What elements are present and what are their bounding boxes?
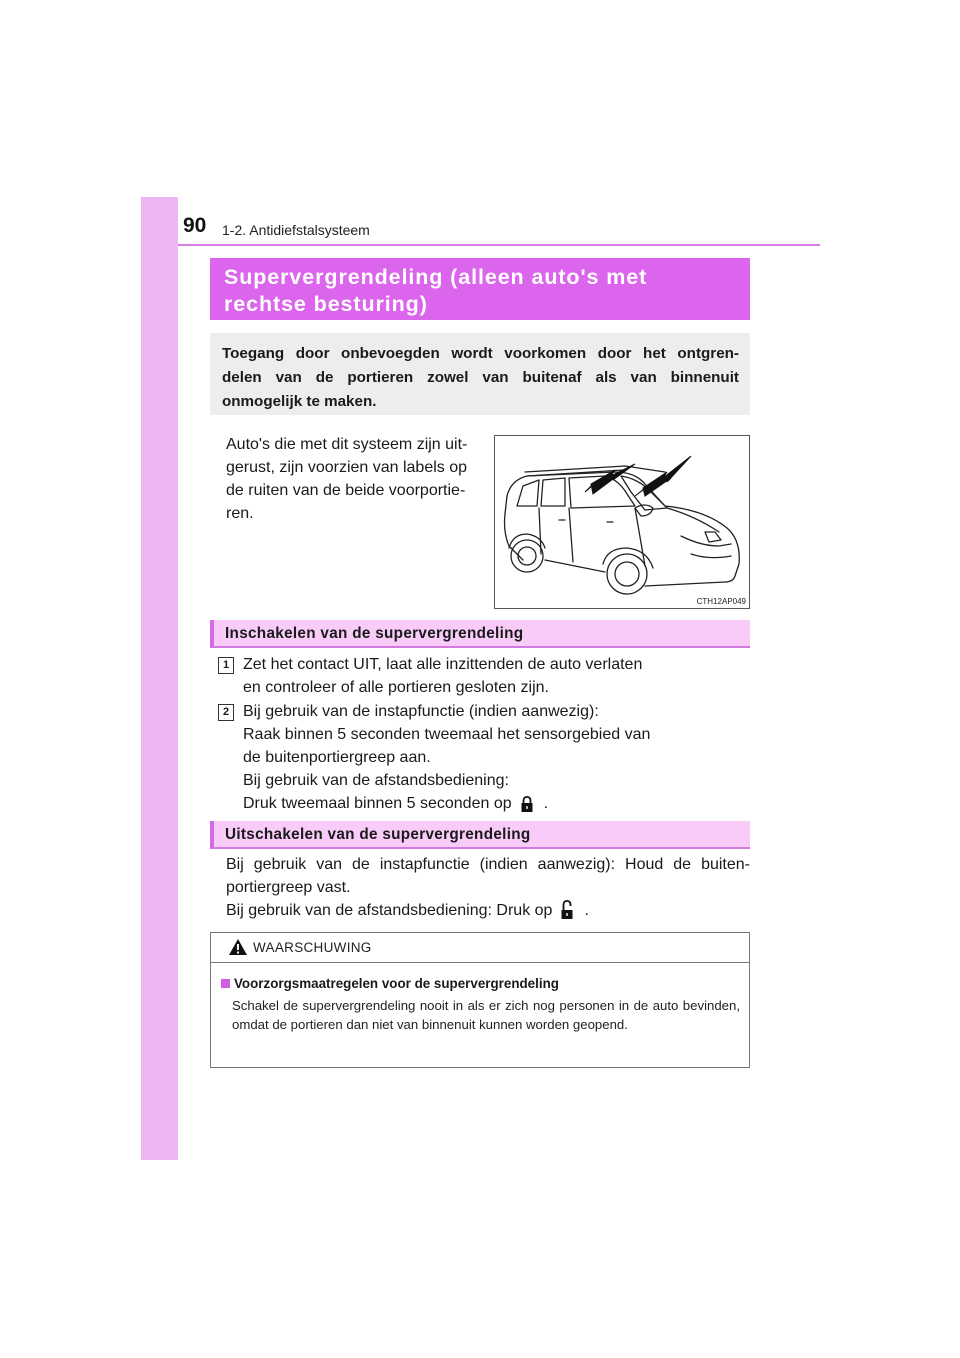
body-line-2: gerust, zijn voorzien van labels op	[226, 459, 468, 476]
step-2-line-4: Bij gebruik van de afstandsbediening:	[243, 772, 509, 789]
step-2-line-3: de buitenportiergreep aan.	[243, 749, 431, 766]
step-badge-2: 2	[218, 704, 234, 721]
step-1-line-2: en controleer of alle portieren gesloten zijn.	[243, 679, 549, 696]
body-line-4: ren.	[226, 505, 254, 522]
body-line-3: de ruiten van de beide voorportie-	[226, 482, 466, 499]
warning-item-text: Schakel de supervergrendeling nooit in als er zich nog personen in de auto bevinden, omdat de portieren dan niet van binnenuit kunnen worden geopend.	[232, 998, 740, 1032]
activate-heading: Inschakelen van de supervergrendeling	[210, 620, 750, 648]
warning-triangle-icon	[228, 938, 248, 961]
car-window-labels-illustration	[494, 435, 750, 609]
breadcrumb: 1-2. Antidiefstalsysteem	[222, 222, 370, 238]
body-line-1: Auto's die met dit systeem zijn uit-	[226, 436, 468, 453]
figure-code: CTH12AP049	[696, 597, 746, 606]
warning-header	[211, 933, 749, 963]
step-2-text	[243, 700, 650, 820]
step-2-press-text: Druk tweemaal binnen 5 seconden op	[243, 795, 512, 812]
deactivate-heading: Uitschakelen van de supervergrendeling	[210, 821, 750, 849]
warning-item-title	[221, 976, 559, 991]
side-tab-strip	[141, 197, 178, 1160]
lock-open-icon	[560, 900, 574, 927]
section-title-line-1: Supervergrendeling (alleen auto's met	[224, 265, 648, 289]
step-2-line-1: Bij gebruik van de instapfunctie (indien aanwezig):	[243, 703, 599, 720]
warning-box	[210, 932, 750, 1068]
intro-line-1: Toegang door onbevoegden wordt voorkomen door het ontgren-	[222, 345, 739, 362]
warning-label: WAARSCHUWING	[253, 940, 372, 955]
deactivate-line-2: portiergreep vast.	[226, 879, 351, 896]
deactivate-line-1: Bij gebruik van de instapfunctie (indien aanwezig): Houd de buiten-	[226, 856, 750, 873]
warning-item-title-text: Voorzorgsmaatregelen voor de supervergrendeling	[234, 976, 559, 991]
page-number: 90	[183, 214, 207, 237]
step-2-line-2: Raak binnen 5 seconden tweemaal het sensorgebied van	[243, 726, 651, 743]
section-title	[210, 258, 750, 320]
step-2-line-5	[243, 792, 650, 820]
bullet-square-icon	[221, 979, 230, 988]
intro-line-2: delen van de portieren zowel van buitenaf als van binnenuit	[222, 369, 739, 386]
deactivate-line-3	[226, 899, 750, 927]
section-title-line-2: rechtse besturing)	[224, 292, 428, 316]
step-2-end: .	[543, 795, 549, 812]
deactivate-remote-text: Bij gebruik van de afstandsbediening: Druk op	[226, 902, 553, 919]
car-illustration-icon	[495, 436, 749, 608]
header-rule	[178, 244, 820, 246]
deactivate-text	[226, 853, 750, 927]
step-1-line-1: Zet het contact UIT, laat alle inzittenden de auto verlaten	[243, 656, 643, 673]
step-badge-1: 1	[218, 657, 234, 674]
system-description	[226, 433, 481, 525]
deactivate-end: .	[584, 902, 589, 919]
intro-summary	[210, 333, 750, 415]
lock-closed-icon	[520, 795, 534, 820]
intro-line-3: onmogelijk te maken.	[222, 393, 377, 410]
step-1-text	[243, 653, 642, 699]
